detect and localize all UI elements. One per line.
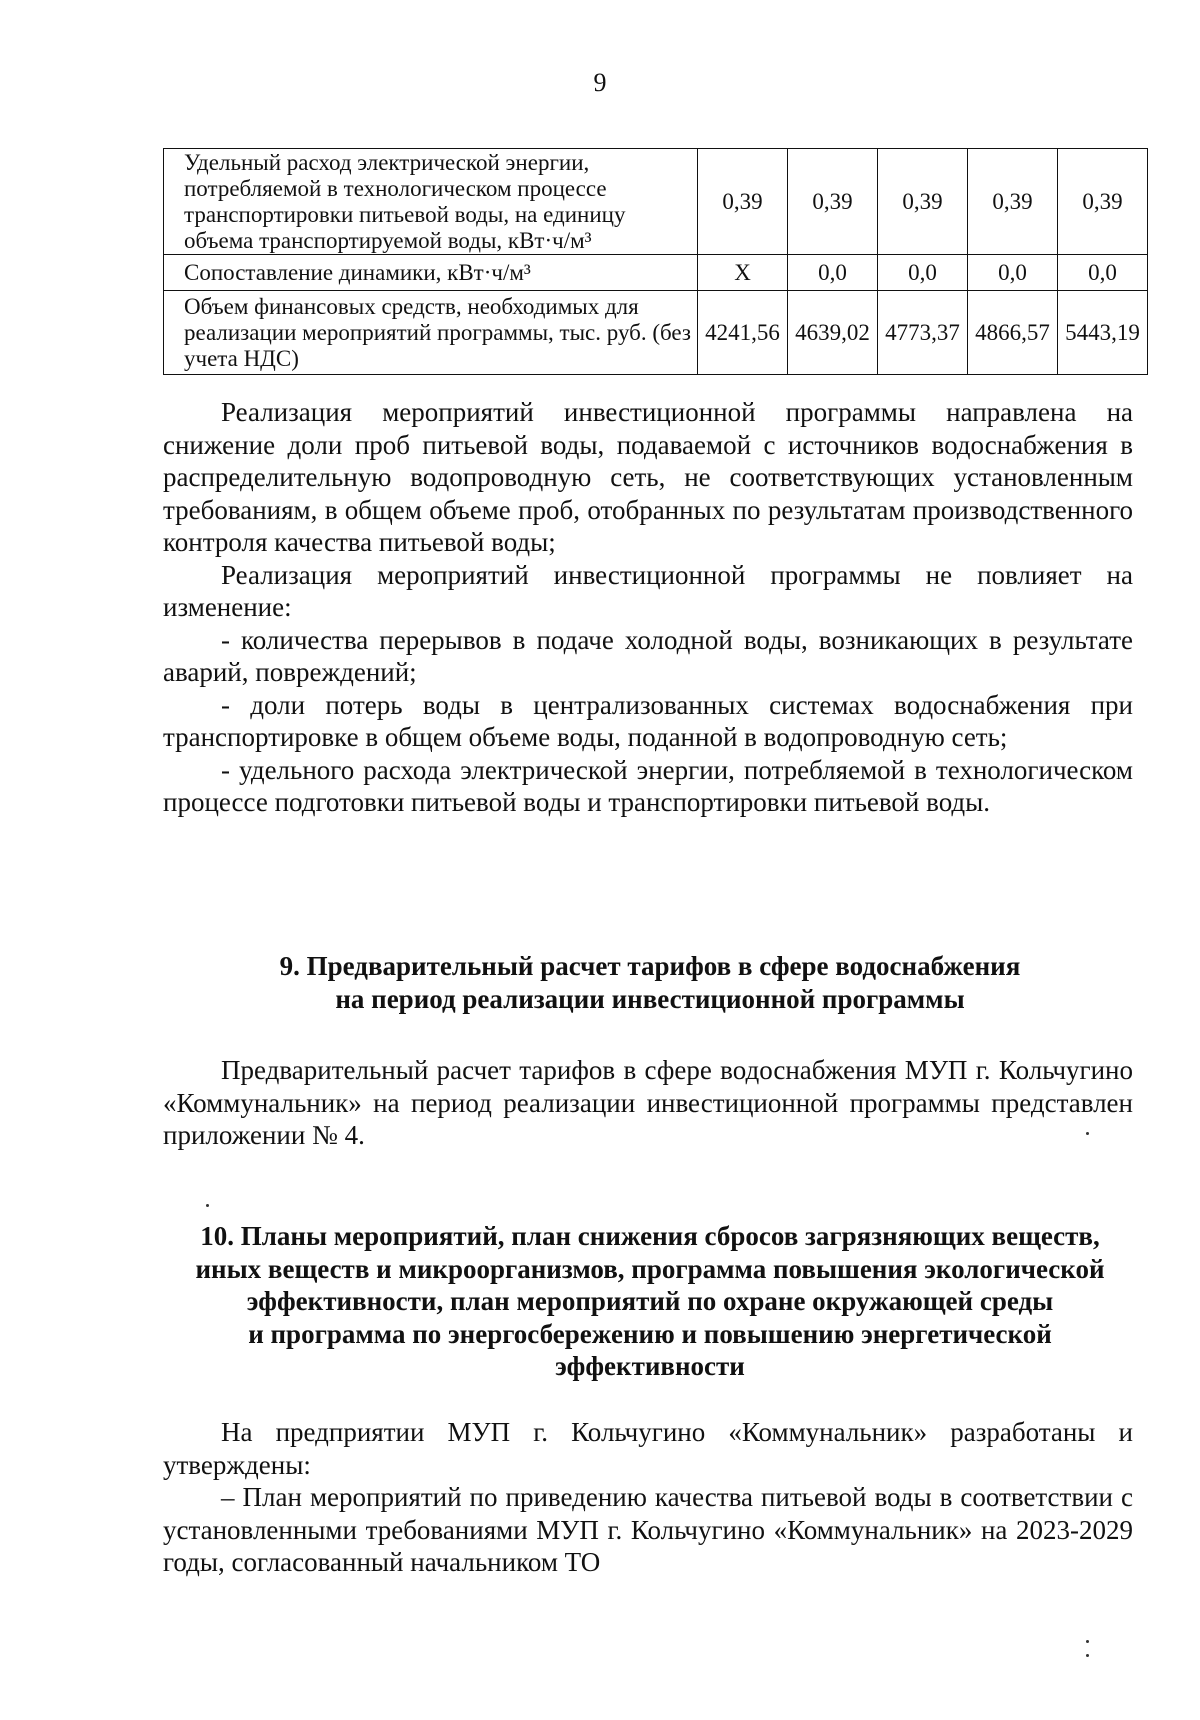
list-item: - количества перерывов в подаче холодной воды, возникающих в результате аварий, повреждений; [163,624,1133,687]
heading-line: эффективности, план мероприятий по охране окружающей среды [246,1286,1054,1316]
scan-speck [1086,1640,1089,1643]
body-text [163,396,1133,819]
table-cell-label: Удельный расход электрической энергии, потребляемой в технологическом процессе транспортировки питьевой воды, на единицу объема транспортируемой воды, кВт·ч/м³ [164,149,698,255]
page-number: 9 [593,68,607,97]
table-cell: 0,0 [788,255,878,291]
section-9-heading [150,950,1150,1015]
table-cell-label: Объем финансовых средств, необходимых для реализации мероприятий программы, тыс. руб. (без учета НДС) [164,291,698,375]
heading-line: на период реализации инвестиционной программы [335,983,965,1014]
table-cell-label: Сопоставление динамики, кВт·ч/м³ [164,255,698,291]
heading-line: иных веществ и микроорганизмов, программа повышения экологической [195,1253,1105,1284]
table-cell: 4639,02 [788,291,878,375]
indicators-table [163,148,1148,375]
heading-line: 10. Планы мероприятий, план снижения сбросов загрязняющих веществ, [200,1221,1100,1251]
section-9-text [163,1054,1133,1152]
heading-line: эффективности [555,1351,745,1381]
scan-speck [1086,1654,1089,1657]
heading-line: 9. Предварительный расчет тарифов в сфере водоснабжения [279,951,1021,981]
section-10-heading [150,1220,1150,1383]
scan-speck [1086,1132,1089,1135]
scan-speck [206,1204,209,1207]
list-item: – План мероприятий по приведению качества питьевой воды в соответствии с установленными требованиями МУП г. Кольчугино «Коммунальник» на 2023-2029 годы, согласованный начальником ТО [163,1482,1133,1577]
table-row [164,149,1148,255]
table-cell: 4866,57 [968,291,1058,375]
paragraph: Реализация мероприятий инвестиционной программы не повлияет на изменение: [163,559,1133,622]
table-cell: 0,39 [968,149,1058,255]
table-row [164,255,1148,291]
heading-line: и программа по энергосбережению и повышению энергетической [248,1318,1052,1349]
table-cell: 4241,56 [698,291,788,375]
table-cell: 0,0 [878,255,968,291]
list-item: - удельного расхода электрической энергии, потребляемой в технологическом процессе подготовки питьевой воды и транспортировки питьевой воды. [163,754,1133,817]
table-cell: 0,0 [968,255,1058,291]
table-cell: 0,39 [1058,149,1148,255]
paragraph: На предприятии МУП г. Кольчугино «Коммунальник» разработаны и утверждены: [163,1417,1133,1480]
table-cell: X [698,255,788,291]
section-10-text [163,1416,1133,1579]
paragraph: Предварительный расчет тарифов в сфере водоснабжения МУП г. Кольчугино «Коммунальник» на период реализации инвестиционной программы представлен приложении № 4. [163,1055,1133,1150]
table-cell: 0,39 [698,149,788,255]
paragraph: Реализация мероприятий инвестиционной программы направлена на снижение доли проб питьевой воды, подаваемой с источников водоснабжения в распределительную водопроводную сеть, не соответствующих установленным требованиям, в общем объеме проб, отобранных по результатам производственного контроля качества питьевой воды; [163,397,1133,557]
list-item: - доли потерь воды в централизованных системах водоснабжения при транспортировке в общем объеме воды, поданной в водопроводную сеть; [163,689,1133,752]
table-cell: 0,0 [1058,255,1148,291]
table-row [164,291,1148,375]
table-cell: 0,39 [788,149,878,255]
table-cell: 4773,37 [878,291,968,375]
table-cell: 0,39 [878,149,968,255]
table-cell: 5443,19 [1058,291,1148,375]
